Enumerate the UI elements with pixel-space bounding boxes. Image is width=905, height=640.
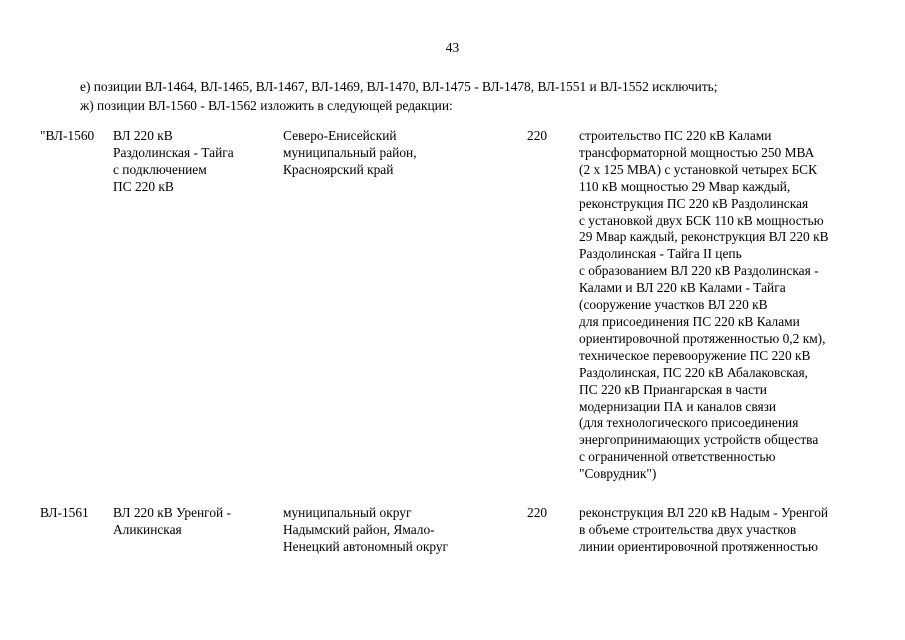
description-line: 29 Мвар каждый, реконструкция ВЛ 220 кВ bbox=[579, 229, 829, 245]
description-line: для присоединения ПС 220 кВ Калами bbox=[579, 313, 800, 329]
description-line: ориентировочной протяженностью 0,2 км), bbox=[579, 330, 826, 346]
name-line: с подключением bbox=[113, 161, 207, 177]
location-line: Красноярский край bbox=[283, 161, 394, 177]
description-line: "Соврудник") bbox=[579, 466, 657, 482]
description-line: в объеме строительства двух участков bbox=[579, 521, 797, 537]
line-name-cell bbox=[113, 505, 231, 539]
location-line: Северо-Енисейский bbox=[283, 128, 397, 143]
amendment-paragraph-e: е) позиции ВЛ-1464, ВЛ-1465, ВЛ-1467, ВЛ-1469, ВЛ-1470, ВЛ-1475 - ВЛ-1478, ВЛ-1551 и ВЛ-1552 исключить; bbox=[80, 79, 718, 94]
name-line: ВЛ 220 кВ bbox=[113, 128, 173, 143]
voltage-cell bbox=[527, 128, 547, 145]
location-line: Ненецкий автономный округ bbox=[283, 538, 449, 554]
name-line: Раздолинская - Тайга bbox=[113, 144, 234, 160]
description-line: ПС 220 кВ Приангарская в части bbox=[579, 381, 767, 397]
description-line: реконструкция ВЛ 220 кВ Надым - Уренгой bbox=[579, 505, 829, 520]
description-line: Калами и ВЛ 220 кВ Калами - Тайга bbox=[579, 280, 786, 296]
description-line: (2 х 125 МВА) с установкой четырех БСК bbox=[579, 161, 818, 177]
name-line: Аликинская bbox=[113, 521, 182, 537]
description-line: с образованием ВЛ 220 кВ Раздолинская - bbox=[579, 263, 819, 279]
description-line: строительство ПС 220 кВ Калами bbox=[579, 128, 772, 143]
description-line: Раздолинская, ПС 220 кВ Абалаковская, bbox=[579, 364, 808, 380]
description-line: модернизации ПА и каналов связи bbox=[579, 398, 777, 414]
name-line: ВЛ 220 кВ Уренгой - bbox=[113, 505, 232, 520]
description-line: реконструкция ПС 220 кВ Раздолинская bbox=[579, 195, 809, 211]
location-cell bbox=[283, 505, 448, 556]
line-name-cell bbox=[113, 128, 234, 196]
description-line: с ограниченной ответственностью bbox=[579, 449, 776, 465]
description-line: трансформаторной мощностью 250 МВА bbox=[579, 144, 815, 160]
description-cell bbox=[579, 128, 829, 483]
voltage-line: 220 bbox=[527, 128, 548, 143]
voltage-cell bbox=[527, 505, 547, 522]
voltage-line: 220 bbox=[527, 505, 548, 520]
description-cell bbox=[579, 505, 828, 556]
description-line: энергопринимающих устройств общества bbox=[579, 432, 819, 448]
location-line: муниципальный район, bbox=[283, 144, 417, 160]
location-line: муниципальный округ bbox=[283, 505, 412, 520]
description-line: 110 кВ мощностью 29 Мвар каждый, bbox=[579, 178, 791, 194]
page-number: 43 bbox=[445, 40, 460, 55]
location-cell bbox=[283, 128, 417, 179]
description-line: Раздолинская - Тайга II цепь bbox=[579, 246, 742, 262]
location-line: Надымский район, Ямало- bbox=[283, 521, 435, 537]
name-line: ПС 220 кВ bbox=[113, 178, 174, 194]
code-line: ВЛ-1561 bbox=[40, 505, 89, 520]
description-line: (сооружение участков ВЛ 220 кВ bbox=[579, 297, 768, 313]
description-line: с установкой двух БСК 110 кВ мощностью bbox=[579, 212, 824, 228]
description-line: линии ориентировочной протяженностью bbox=[579, 538, 818, 554]
description-line: техническое перевооружение ПС 220 кВ bbox=[579, 347, 811, 363]
amendment-paragraph-zh: ж) позиции ВЛ-1560 - ВЛ-1562 изложить в следующей редакции: bbox=[80, 98, 453, 113]
line-code-cell bbox=[40, 128, 94, 145]
line-code-cell bbox=[40, 505, 89, 522]
description-line: (для технологического присоединения bbox=[579, 415, 799, 431]
code-line: "ВЛ-1560 bbox=[40, 128, 95, 143]
